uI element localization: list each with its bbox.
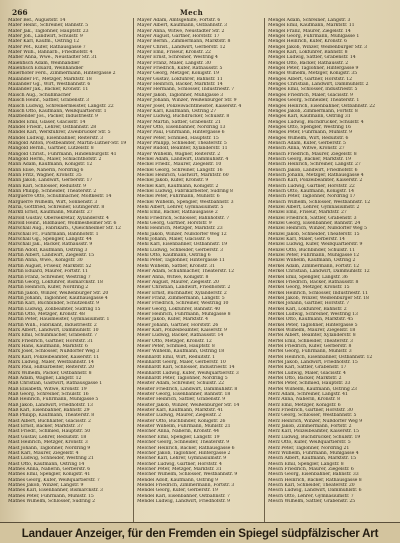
directory-entry: Marguerre Otto, Schuhmacher, Moltkestr. 14: [8, 194, 112, 200]
directory-entry: Menzel Ludwig, Küfer, Weißquartierstr. 9: [268, 242, 363, 248]
directory-entry: Menges Georg, Schneider, Theaterstr. 1: [268, 98, 360, 104]
directory-entry: Mayer Josef, Polizeiwachtmeister, Kaiserstr. 4: [137, 103, 242, 109]
directory-entry: Martin Jakob, Winzer, Weißenburger Str. 20: [8, 290, 109, 296]
directory-entry: Merz Jakob, Zimmermann, Fortstr. 2: [268, 424, 352, 430]
directory-entry: Mengel Jakob, Winzer, Weißenburger Str. 3: [268, 44, 367, 50]
directory-entry: Melcher Jakob, Taglöhner, Hintergasse 2: [137, 450, 231, 456]
directory-entry: Mesch Friedrich, Maurer, Ziegelstr. 6: [268, 466, 354, 472]
directory-entry: Meister Jakob, Winzer, Weißenburger Str. 14: [137, 402, 240, 408]
directory-entry: Mayer August, Gärtner, Horststr. 17: [137, 34, 220, 40]
directory-entry: Meier Adam, Schuhmacher, Theaterstr. 12: [137, 269, 235, 275]
directory-entry: Marktl Ernst, Kaufmann, Mühlstr. 27: [8, 210, 93, 216]
directory-entry: Mäfer Jak., Taglöhner, Hauptstr. 23: [8, 28, 89, 34]
directory-entry: Mayer Friedrich, Küfer, Rathausstr. 5: [137, 66, 223, 72]
directory-entry: Marx Friedrich, Gärtner, Horststr. 31: [8, 338, 94, 344]
directory-entry: Mann Elise, Näherin, Nordring 6: [8, 167, 84, 173]
directory-entry: Menzel Heinrich, Winzer, Nußdorfer Weg 5: [268, 226, 367, 232]
directory-entry: Mann Jakob, Landwirt, Gerberstr. 17: [8, 178, 93, 184]
directory-entry: Mehl Albert, Lehrer, Gymnasiumstr. 5: [137, 205, 224, 211]
directory-entry: Mensch Peter, Taglöhner, Nordring 17: [268, 194, 356, 200]
directory-entry: Mast Otto, Kaufmann, Ostring 14: [8, 461, 85, 467]
directory-entry: Melcher Georg, Schneider, Theaterstr. 9: [137, 440, 230, 446]
directory-entry: Mann Philipp, Schneider, Theaterstr. 2: [8, 189, 97, 194]
directory-entry: Mertel Wilhelm, Kaufmann, Ostring 23: [268, 386, 357, 392]
directory-entry: Meier Friedrich, Schreiner, Westring 10: [137, 301, 229, 307]
directory-entry: Meister Otto, Buchbinder, Königstr. 26: [137, 418, 226, 424]
directory-entry: Meister Heinrich, Sattler, Grabenstr. 9: [137, 397, 226, 403]
directory-entry: Mandel Karl, Werkführer, Zweibrücker Str. 5: [8, 130, 111, 136]
directory-column-3: [268, 18, 394, 523]
directory-entry: Mäfer Heinr., Schreiner, Bahnstr. 5: [8, 23, 89, 29]
directory-entry: Meier Ernst, Buchhalter, Xylanderstr. 2: [137, 290, 227, 296]
directory-entry: Meckel Friedr., Maurer, Ziegelstr. 10: [137, 162, 222, 168]
directory-entry: Malzbender Jos., Packer, Industriestr. 9: [8, 114, 98, 120]
directory-entry: Martin Albert, Landwirt, Ziegelstr. 15: [8, 253, 95, 259]
directory-entry: Merkel Johann, Gärtner, Horststr. 7: [268, 301, 350, 307]
directory-entry: Maienfisch Adam, Weinhändler: [8, 60, 80, 66]
directory-entry: Mertel Otto, Bäcker, Marktstr. 2: [268, 376, 342, 382]
directory-entry: Maisch Heinr., Sattler, Grabenstr. 3: [8, 98, 90, 104]
directory-entry: Merz Karl, Polizeibeamter, Kaiserstr. 15: [268, 429, 359, 435]
directory-entry: Melcher Peter, Metzger, Marktstr. 31: [137, 466, 222, 472]
directory-entry: Mäfer Joh., Landwirt, Schulstr. 9: [8, 34, 83, 40]
directory-entry: Maienfisch Eduard, Weinhändler: [8, 66, 84, 72]
directory-entry: Mayer Gustav, Lokführer, Bahnstr. 11: [137, 76, 223, 82]
directory-entry: Marx Josef, Schlosser, Nußdorfer Weg 3: [8, 349, 100, 355]
directory-entry: Mensch Adam, Küfer, Gerberstr. 5: [268, 140, 346, 146]
directory-entry: Mertel Karl, Sattler, Grabenstr. 17: [268, 365, 347, 371]
directory-entry: Mengel Emil, Kaufmann, Marktstr. 11: [268, 23, 355, 29]
directory-entry: Melcher Anna, Näherin, Kronstr. 44: [137, 429, 219, 435]
directory-entry: Mengel Adam, Schreiner, Langstr. 3: [268, 18, 351, 23]
directory-entry: Mathes Karl, Eisenbahner, Bismarckstr. 3: [8, 488, 103, 494]
directory-entry: Marold Gustav, Obersekretär, Xylanderstr. 4: [8, 215, 109, 221]
directory-entry: Menzel Georg, Eisenbahner, Bahnstr. 24: [268, 221, 361, 227]
directory-entry: Martin Johann, Taglöhner, Kaufhausgasse 4: [8, 295, 108, 301]
directory-entry: Menzel Karl, Maler, Gerberstr. 14: [268, 237, 345, 243]
directory-entry: Marold Heinr., Bildhauer, Wollmesheimer Str. 6: [8, 221, 117, 227]
directory-entry: Mäfer Wilh., Bahnarb., Friedhofstr. 4: [8, 50, 93, 56]
directory-entry: Meinhardt Emil, Wirt, Reduitstr. 1: [137, 354, 216, 360]
directory-entry: Mailänder Gg., Wirt, Westbahnstr. 6: [8, 82, 91, 88]
directory-entry: Martin Peter, Hausmeister, Gymnasiumstr. 1: [8, 317, 110, 323]
directory-entry: Martin Ludwig, Zollbeamter, Südring 15: [8, 306, 101, 312]
directory-entry: Maria, Gottfried, Schreiner, Eutingerstr. 8: [8, 205, 105, 211]
directory-entry: Mayer Adam, Amtsgehilfe, Fortstr. 6: [137, 18, 221, 23]
directory-entry: Mengel Karl, Lokführer, Bahnstr. 8: [268, 50, 348, 56]
directory-entry: Mast Johann, Taglöhner, Nordring 9: [8, 445, 91, 451]
directory-entry: Martin Franz, Schreiner, Westring 7: [8, 274, 91, 280]
directory-entry: Merz Georg, Schlosser, Westbahnstr. 5: [268, 413, 357, 419]
directory-entry: Merz Peter, Taglöhner, Nordring 21: [268, 445, 350, 451]
directory-entry: Meier August, Maurer, Ziegelstr. 20: [137, 279, 219, 285]
directory-entry: Mendel Adolf, Kaufmann, Ostring 9: [137, 477, 218, 483]
directory-entry: Martin Georg, Lokführer, Bismarckstr. 18: [8, 279, 103, 285]
directory-entry: Mehl Peter, Taglöhner, Hintergasse 11: [137, 258, 225, 264]
directory-entry: Menzel Jakob, Schneider, Theaterstr. 15: [268, 231, 360, 237]
directory-entry: Meier Jakob, Küfer, Marktstr. 4: [137, 317, 209, 323]
directory-entry: Mayer Georg, Metzger, Königstr. 19: [137, 71, 219, 77]
directory-entry: Martin August, Friseur, Marktstr. 52: [8, 263, 92, 269]
directory-entry: Maß Adam, Wagner, Langstr. 12: [8, 376, 82, 382]
directory-entry: Mesch Wilhelm, Sattler, Grabenstr. 25: [268, 498, 356, 504]
directory-entry: Maß Heinrich, Fuhrmann, Mühlgasse 5: [8, 397, 99, 403]
directory-entry: Mesch Emil, Spengler, Langstr. 8: [268, 461, 344, 467]
directory-entry: Menges Karl, Kaufmann, Ostring 31: [268, 114, 351, 120]
directory-entry: Melcher Heinrich, Bäcker, Rathausgasse 6: [137, 445, 235, 451]
directory-entry: Meister Karl, Kaufmann, Marktstr. 41: [137, 408, 224, 414]
directory-entry: Merkel Jakob, Winzer, Weißenburger Str. 18: [268, 295, 369, 301]
directory-entry: Mayer Peter, Schmied, Hauptstr. 15: [137, 135, 219, 141]
directory-entry: Menges Jakob, Zimmermann, Fortstr. 8: [268, 108, 358, 114]
directory-entry: Merkel Wilhelm, Maurer, Ziegelstr. 18: [268, 327, 356, 333]
directory-entry: Mensch Ludwig, Gärtner, Horststr. 22: [268, 183, 355, 189]
directory-entry: Mengel Heinrich, Küfer, Kronstr. 6: [268, 39, 347, 45]
directory-entry: Mehl Karl, Eisenbahner, Ostbahnstr. 19: [137, 242, 228, 248]
directory-entry: Mertel Ludwig, Maler, Glacisstr. 4: [268, 370, 346, 376]
directory-entry: Merkel Karl, Lokführer, Bahnstr. 2: [268, 306, 347, 312]
directory-entry: Mathes Jakob, Winzer, Langstr. 9: [8, 482, 84, 488]
directory-entry: Mendel Ludwig, Landwirt, Friedhofstr. 9: [137, 498, 230, 504]
directory-entry: Merkel Peter, Taglöhner, Hintergasse 5: [268, 322, 358, 328]
directory-entry: Mertel Georg, Fuhrmann, Mühlstr. 3: [268, 349, 352, 355]
directory-entry: Meckel Wilhelm, Spengler, Westbahnstr. 3: [137, 199, 234, 205]
directory-entry: Mehl Wilhelm, Sattler, Kronstr. 31: [137, 263, 216, 269]
directory-entry: Mesch Ludwig, Landwirt, Dammühlstr. 6: [268, 488, 362, 494]
directory-entry: Meier Ludwig, Bäcker, Rathausstr. 14: [137, 333, 224, 339]
directory-entry: Menges Heinrich, Eisenbahner, Ostbahnstr. 22: [268, 103, 375, 109]
directory-entry: Meier Anna, Witwe, Königstr. 8: [137, 274, 209, 280]
directory-entry: Meister Adam, Schreiner, Schulstr. 22: [137, 381, 225, 387]
directory-entry: Merkel Emil, Spengler, Langstr. 36: [268, 274, 348, 280]
directory-entry: Mengel Franz, Maurer, Ziegelstr. 14: [268, 28, 351, 34]
advertisement-text: Landauer Anzeiger, für den Fremden ein Spiegel südpfälzischer Art: [21, 526, 379, 540]
directory-entry: Mertel Friedrich, Küfer, Gerberstr. 8: [268, 343, 352, 349]
directory-entry: Mesch Otto, Lehrer, Gymnasiumstr. 7: [268, 493, 354, 499]
directory-entry: Meier Franz, Zimmermann, Langstr. 5: [137, 295, 225, 301]
directory-entry: Merz Emil, Metzger, Königstr. 6: [268, 402, 341, 408]
directory-entry: Mehl Georg, Gärtner, Horststr. 9: [137, 221, 212, 227]
directory-entry: Marx Hans, Kaufmann, Marktstr. 6: [8, 343, 88, 349]
directory-entry: Martin Eduard, Maurer, Fortstr. 11: [8, 269, 89, 275]
directory-entry: Mast Albert, Buchhalter, Glacisstr. 2: [8, 418, 91, 424]
directory-entry: Mensch Friedrich, Maurer, Ziegelstr. 8: [268, 151, 357, 157]
directory-entry: Mäfler Anna, Wwe., Neustadter Str. 31: [8, 55, 98, 61]
directory-entry: Meister Georg, Eisenbahner, Bahnstr. 18: [137, 392, 231, 398]
directory-entry: Mesch Albert, Kaufmann, Marktstr. 15: [268, 456, 357, 462]
directory-entry: Meier Peter, Schmied, Hauptstr. 8: [137, 343, 215, 349]
directory-entry: Merkel Heinrich, Schlosser, Industriestr. 11: [268, 290, 368, 296]
directory-entry: Merkel Friedrich, Bäcker, Rathausstr. 8: [268, 279, 359, 285]
directory-entry: Menges Ludwig, Buchdrucker, Schulstr. 4: [268, 119, 364, 125]
directory-entry: Mast Gustav, Lehrer, Reduitstr. 18: [8, 434, 87, 440]
directory-entry: Mayer Christ., Landwirt, Gerberstr. 12: [137, 44, 226, 50]
directory-entry: Marschall Aug., Fabrikarb., Queichheimer Str. 12: [8, 226, 121, 232]
directory-entry: Mesch Karl, Schneider, Theaterstr. 20: [268, 482, 355, 488]
directory-entry: Mendel Georg, Küfer, Gerberstr. 19: [137, 488, 218, 494]
directory-entry: Mayer Emil, Friseur, Kronstr. 22: [137, 50, 211, 56]
directory-entry: Meckel Peter, Fuhrmann, Mühlstr. 6: [137, 194, 220, 200]
directory-entry: Meckel Adam, Landwirt, Dammühlstr. 4: [137, 156, 229, 162]
directory-entry: Maß Elisabeth, Witwe, Kronstr. 19: [8, 386, 87, 392]
directory-entry: Maisch Otto, Kaufmann, Weißquartierstr. 1: [8, 108, 107, 114]
directory-entry: Mehl Jakob, Winzer, Nußdorfer Weg 12: [137, 231, 227, 237]
directory-entry: Mast Ernst, Bäcker, Marktstr. 37: [8, 424, 83, 430]
directory-entry: Meinhardt Georg, Maler, Gerberstr. 10: [137, 360, 226, 365]
directory-entry: Menzel Wilhelm, Kaufmann, Ostring 2: [268, 258, 356, 264]
directory-entry: Merz Heinrich, Winzer, Nußdorfer Weg 9: [268, 418, 363, 424]
directory-entry: Mensch Anna, Witwe, Kronstr. 27: [268, 146, 345, 152]
directory-entry: Menges Christian, Landwirt, Dammühlstr. 2: [268, 82, 369, 88]
directory-entry: Mayer Bernh., Zimmermann, Marktstr. 8: [137, 39, 231, 45]
directory-entry: Meier Christian, Landwirt, Friedhofstr. 2: [137, 285, 231, 291]
directory-entry: Mailänder Jak., Bäcker, Kronstr. 11: [8, 87, 89, 93]
directory-entry: Menges Emil, Schlosser, Industriestr. 5: [268, 87, 358, 93]
directory-entry: Marschall Fr., Fuhrmann, Bahnhofstr. 1: [8, 231, 99, 237]
directory-entry: Mensch Otto, Kaufmann, Königstr. 14: [268, 189, 354, 194]
directory-entry: Martin Karl, Buchbinder, Schützenstr. 9: [8, 301, 100, 307]
directory-entry: Marx Albert, Landwirt, Dammühlstr. 10: [8, 327, 99, 333]
directory-entry: Melcher Emil, Spengler, Langstr. 19: [137, 434, 220, 440]
directory-entry: Meier Wilhelm, Kaufmann, Ostring 18: [137, 349, 225, 355]
directory-entry: Mendel Karl, Eisenbahner, Ostbahnstr. 7: [137, 493, 230, 499]
directory-entry: Maß Philipp, Kaufmann, Theaterstr. 8: [8, 413, 95, 419]
directory-entry: Mehl Heinrich, Metzger, Marktstr. 23: [137, 226, 223, 232]
directory-entry: Marx Emil, Schuhmacher, Grabenstr. 7: [8, 333, 97, 339]
directory-entry: Merz Friedrich, Gärtner, Horststr. 30: [268, 408, 353, 414]
directory-entry: Marguerre Wilhelm, Wirt, Sonnenstr. 3: [8, 199, 98, 205]
directory-entry: Mayer Albert, Kaufmann, Ostbahnstr. 3: [137, 23, 228, 29]
directory-entry: Merz Anna, Näherin, Kronstr. 8: [268, 397, 340, 403]
directory-entry: Mayer Karl, Kaufmann, Ostring 27: [137, 108, 217, 114]
directory-entry: Merkel Otto, Kaufmann, Marktstr. 45: [268, 317, 354, 323]
directory-entry: Mengel Otto, Bäcker, Rathausstr. 2: [268, 60, 349, 66]
page-number: 266: [12, 8, 28, 17]
directory-entry: Mayer Johann, Winzer, Weißenburger Str. 9: [137, 98, 237, 104]
directory-entry: Menzel Otto, Buchbinder, Schulstr. 11: [268, 247, 356, 253]
directory-entry: Meister Friedrich, Landwirt, Dammühlstr. 8: [137, 386, 238, 392]
directory-entry: Mathes Peter, Fuhrmann, Mühlstr. 15: [8, 493, 94, 499]
directory-entry: Mensch Wilhelm, Schlosser, Westbahnstr. 12: [268, 199, 371, 205]
directory-entry: Mathes Emil, Spengler, Königstr. 41: [8, 472, 91, 478]
directory-entry: Marx Paul, Hilfsarbeiter, Reiterstr. 20: [8, 365, 95, 371]
directory-column-2: [137, 18, 265, 523]
directory-entry: Mesch Heinrich, Bäcker, Rathausgasse 8: [268, 477, 362, 483]
directory-entry: Mandel Emil, Glaser, Glacisstr. 14: [8, 119, 86, 125]
directory-entry: Mertel Albert, Beamter, Xylanderstr. 8: [268, 333, 356, 339]
directory-entry: Merkel Adam, Zimmermann, Fortstr. 12: [268, 263, 360, 269]
directory-entry: Mayer Anna, Witwe, Neustadter Str. 2: [137, 28, 225, 34]
directory-entry: Martin Wilh., Fabrikant, Industriestr. 2: [8, 322, 97, 328]
directory-entry: Meinhardt Ludwig, Küfer, Weißquartierstr. 3: [137, 370, 239, 376]
directory-entry: Menzel Friedrich, Sattler, Grabenstr. 3: [268, 215, 357, 221]
directory-entry: Melcher Karl, Lehrer, Gymnasiumstr. 9: [137, 456, 227, 462]
directory-entry: Meier Karl, Polizeibeamter, Kaiserstr. 9: [137, 327, 227, 333]
directory-entry: Merkel Christian, Landwirt, Dammühlstr. 12: [268, 269, 370, 275]
directory-entry: Mailänder Fr., Metzger, Marktstr. 18: [8, 76, 92, 82]
directory-entry: Mast Ludwig, Schneider, Westring 21: [8, 456, 94, 462]
directory-entry: Meier Georg, Lokführer, Bahnstr. 40: [137, 306, 221, 312]
directory-entry: Mendel Friedrich, Zimmermann, Fortstr. 3: [137, 482, 235, 488]
directory-entry: Mäfer Karl, Kaufm., Ostring 12: [8, 39, 80, 45]
directory-entry: Meier Heinrich, Fuhrmann, Mühlgasse 8: [137, 311, 231, 317]
directory-entry: Menges Albert, Gärtner, Horststr. 12: [268, 76, 353, 82]
directory-entry: Meier Otto, Metzger, Kronstr. 12: [137, 338, 212, 344]
directory-entry: Meckel Heinrich, Gastwirt, Marktstr. 60: [137, 172, 229, 178]
directory-entry: Mertel Peter, Schmied, Hauptstr. 33: [268, 381, 351, 387]
directory-entry: Meckel Jakob, Küfer, Kronstr. 9: [137, 178, 209, 184]
directory-entry: Merkel Ludwig, Schreiner, Westring 13: [268, 311, 358, 317]
directory-entry: Mesch Georg, Eisenbahner, Bahnstr. 33: [268, 472, 359, 478]
directory-entry: Mann Fritz, Wagner, Kronstr. 35: [8, 172, 82, 178]
directory-entry: Martin Heinrich, Küfer, Nordring 2: [8, 285, 89, 291]
directory-entry: Mangold Bernh., Gärtner, Lützelstr. 8: [8, 146, 94, 152]
directory-entry: Melcher Ludwig, Gärtner, Horststr. 4: [137, 461, 222, 467]
directory-entry: Mast Heinrich, Metzger, Kronstr. 3: [8, 440, 88, 446]
directory-entry: Mayer Heinrich, Bäcker, Marktstr. 14: [137, 82, 223, 88]
directory-entry: Menges Otto, Spengler, Westring 16: [268, 124, 351, 130]
directory-entry: Mayer Wilhelm, Wagner, Reiterstr. 2: [137, 151, 221, 157]
directory-entry: Mengel Peter, Taglöhner, Hintergasse 9: [268, 66, 359, 72]
directory-entry: Menzel Peter, Fuhrmann, Mühlgasse 12: [268, 253, 360, 259]
directory-entry: Meckel Georg, Schreiner, Langstr. 16: [137, 167, 223, 173]
directory-entry: Mayer Ernst, Schreiner, Westring 4: [137, 55, 218, 61]
directory-entry: Mehl Johann, Maler, Glacisstr. 6: [137, 237, 211, 243]
directory-entry: Meckel Karl, Kaufmann, Königstr. 2: [137, 183, 219, 189]
directory-entry: Mengel Georg, Fuhrmann, Mühlgasse 1: [268, 34, 360, 40]
directory-entry: Mayer Jakob, Taglöhner, Mühlgasse 3: [137, 92, 224, 98]
directory-entry: Marschall Jak., Bäcker, Rathausstr. 9: [8, 242, 93, 248]
directory-entry: Maierhöfer Ferd., Zimmermann, Hintergasse 2: [8, 71, 116, 77]
directory-entry: Mathes Anna, Näherin, Gerberstr. 6: [8, 466, 91, 472]
directory-entry: Maß Jakob, Landwirt, Friedhofstr. 13: [8, 402, 93, 408]
directory-entry: Mayer Otto, Eisenbahner, Nordring 13: [137, 124, 226, 130]
directory-entry: Mertel Heinrich, Eisenbahner, Ostbahnstr. 12: [268, 354, 373, 360]
directory-entry: Mertel Jakob, Landwirt, Friedhofstr. 15: [268, 360, 358, 365]
directory-entry: Mathes Wilhelm, Schlosser, Südring 2: [8, 498, 95, 504]
directory-entry: Mehl Emil, Bäcker, Rathausgasse 2: [137, 210, 218, 216]
directory-entry: Mandel Ludwig, Eisenbahner, Reiterstr. 3: [8, 135, 104, 141]
directory-entry: Martin Anna, Wwe., Königstr. 30: [8, 258, 83, 264]
directory-entry: Melcher Wilhelm, Schlosser, Westbahnstr. 9: [137, 472, 238, 478]
directory-entry: Mayer Philipp, Schneider, Theaterstr. 5: [137, 140, 227, 146]
directory-entry: Mathes Georg, Küfer, Weißquartierstr. 7: [8, 477, 100, 483]
directory-entry: Mehl Friedrich, Schlosser, Bahnhofstr. 7: [137, 215, 230, 221]
directory-entry: Maß Christian, Gastwirt, Rathausgasse 1: [8, 381, 103, 387]
directory-entry: Maisch Aug., Schuhmacher: [8, 92, 71, 98]
directory-entry: Meister Ludwig, Maurer, Ziegelstr. 2: [137, 413, 222, 419]
directory-entry: Mann Adam, Kaufmann, Königstr. 12: [8, 162, 93, 168]
directory-entry: Mengel Wilhelm, Metzger, Königstr. 35: [268, 71, 358, 77]
directory-entry: Mayer Martin, Sattler, Grabenstr. 21: [137, 119, 221, 125]
directory-entry: Mayer Paul, Fuhrmann, Hintergasse 6: [137, 130, 225, 136]
directory-entry: Merz Wilhelm, Fuhrmann, Mühlgasse 4: [268, 450, 359, 456]
directory-entry: Meinhardt Karl, Schlosser, Industriestr. 14: [137, 365, 235, 371]
directory-entry: Mayer Rudolf, Beamter, Xylanderstr. 11: [137, 146, 228, 152]
directory-entry: Mann Karl, Schlosser, Reduitstr. 9: [8, 183, 86, 189]
directory-entry: Mayer Ludwig, Buchdrucker, Schulstr. 8: [137, 114, 230, 120]
directory-entry: Maß Karl, Eisenbahner, Bahnstr. 29: [8, 408, 90, 414]
running-head: Mech: [180, 8, 204, 17]
directory-entry: Mensch Jakob, Landwirt, Friedhofstr. 6: [268, 167, 358, 173]
directory-entry: Mehl Otto, Kaufmann, Ostring 6: [137, 253, 211, 259]
directory-entry: Mertel Emil, Schneider, Theaterstr. 3: [268, 338, 353, 344]
directory-entry: Merz Adam, Schreiner, Langstr. 41: [268, 392, 348, 398]
directory-entry: Mäfer Pet., Küfer, Rathausgasse 7: [8, 44, 86, 50]
directory-entry: Mengel Ludwig, Sattler, Grabenstr. 14: [268, 55, 356, 61]
directory-entry: Maisch Ludwig, Schreinermeister, Langstr. 22: [8, 103, 114, 109]
directory-entry: Martin Adolf, Kaufmann, Ostring 3: [8, 247, 88, 253]
directory-entry: Marx Ludwig, Maler, Westbahnstr. 14: [8, 360, 94, 365]
directory-entry: Menges Wilhelm, Wirt, Reduitstr. 6: [268, 135, 349, 141]
directory-entry: Marschall Gg., Spengler, Langstr. 44: [8, 237, 92, 243]
directory-entry: Meckel Ludwig, Fabrikarbeiter, Südring 8: [137, 189, 233, 194]
advertisement-banner: [0, 522, 400, 543]
directory-entry: Mast Friedr., Schmied, Hauptstr. 50: [8, 429, 91, 435]
directory-entry: Mandel Friedr., Lehrer, Ostbahnstr. 28: [8, 124, 97, 130]
directory-column-1: [8, 18, 134, 523]
directory-entry: Menges Friedrich, Maler, Glacisstr. 9: [268, 92, 353, 98]
directory-entry: Martin Otto, Metzger, Kronstr. 48: [8, 311, 85, 317]
directory-entry: Meinhardt Peter, Taglöhner, Nordring 5: [137, 376, 228, 382]
directory-entry: Mensch Johann, Metzger, Rathausgasse 4: [268, 172, 364, 178]
directory-entry: Mensch Heinrich, Schreiner, Langstr. 27: [268, 162, 361, 168]
directory-entry: Mangold Anton, Postbeamter, Martin-Luther-Str. 19: [8, 140, 127, 146]
directory-entry: Mensch Georg, Bäcker, Marktstr. 19: [268, 156, 351, 162]
directory-entry: Menges Peter, Fuhrmann, Mühlstr. 9: [268, 130, 352, 136]
directory-entry: Mehl Ludwig, Schneider, Gerberstr. 3: [137, 247, 223, 253]
directory-entry: Marx Wilhelm, Packer, Ostbahnstr. 8: [8, 370, 92, 376]
directory-entry: Mangold Christ., Fuhrmann, Hindenburgstr. 41: [8, 151, 117, 157]
directory-entry: Merz Otto, Küfer, Weißquartierstr. 5: [268, 440, 351, 446]
directory-entry: Mayer Franz, Maler, Langstr. 30: [137, 60, 211, 66]
directory-entry: Maß Georg, Schreiner, Schulstr. 16: [8, 392, 89, 398]
directory-entry: Merz Ludwig, Buchdrucker, Schulstr. 19: [268, 434, 361, 440]
directory-entry: Mast Karl, Maurer, Ziegelstr. 4: [8, 450, 79, 456]
directory-entry: Mangold Herm., Maler, Schlachthofstr. 2: [8, 156, 102, 162]
directory-entry: Mayer Hermann, Schlosser, Industriestr. 7: [137, 87, 235, 93]
directory-entry: Merkel Georg, Metzger, Kronstr. 15: [268, 285, 350, 291]
directory-entry: Menzel Emil, Friseur, Marktstr. 27: [268, 210, 347, 216]
directory-entry: Menzel Albert, Lehrer, Gymnasiumstr. 2: [268, 205, 360, 211]
directory-entry: Mäfer Bef., Auguststr. 14: [8, 18, 66, 23]
directory-entry: Meier Johann, Gärtner, Horststr. 26: [137, 322, 219, 328]
directory-entry: Marx Karl, Polizeibeamter, Kaiserstr. 11: [8, 354, 100, 360]
directory-entry: Meister Wilhelm, Fuhrmann, Mühlstr. 21: [137, 424, 231, 430]
directory-entry: Mensch Karl, Polizeibeamter, Kaiserstr. 2: [268, 178, 363, 184]
